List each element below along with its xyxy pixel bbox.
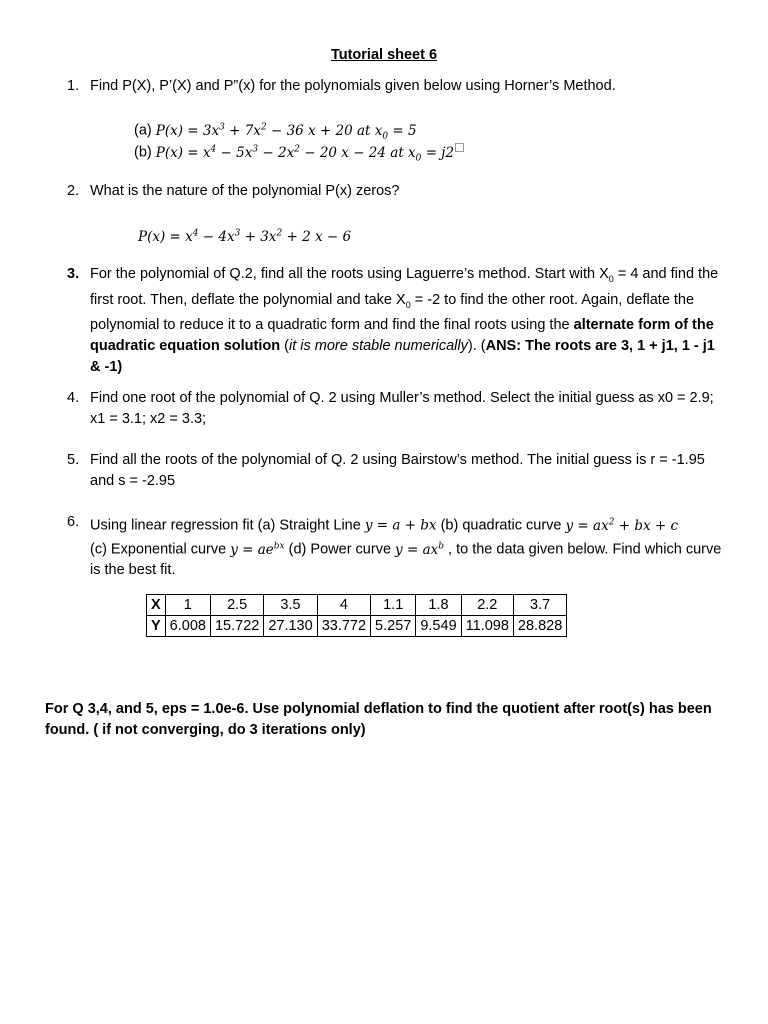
question-6 — [67, 512, 727, 581]
question-number: 3. — [67, 266, 80, 282]
question-number: 1. — [67, 78, 80, 94]
question-number: 4. — [67, 390, 80, 406]
table-row-y — [147, 616, 567, 637]
table-cell: 28.828 — [513, 616, 566, 637]
table-cell: 3.7 — [513, 595, 566, 616]
question-4 — [67, 388, 727, 429]
equation-1a: (a) $P(x) = 3x^3 + 7x^2 - 36$ x + 20 at $x_0 = 5$ — [134, 122, 417, 142]
row-header: Y — [147, 616, 166, 637]
table-cell: 6.008 — [165, 616, 210, 637]
question-text: For the polynomial of Q.2, find all the roots using Laguerre’s method. Start with $X_0 = 4$ and find the first root. Then, deflate the polynomial and take $X_0 = -2$ to find the other root. Again, deflate the polynomial to reduce it to a quadratic form and find the final roots using the alternate form of the quadratic equation solution (it is more stable numerically). (ANS: The roots are 3, 1 + j1, 1 - j1 & -1) — [90, 266, 719, 375]
question-5 — [67, 450, 727, 491]
table-cell: 2.2 — [461, 595, 513, 616]
table-cell: 5.257 — [371, 616, 416, 637]
table-cell: 33.772 — [317, 616, 370, 637]
table-cell: 1.1 — [371, 595, 416, 616]
footer-note: For Q 3,4, and 5, eps = 1.0e-6. Use polynomial deflation to find the quotient after root(s) has been found. ( if not converging, do 3 iterations only) — [45, 701, 712, 738]
question-text: What is the nature of the polynomial P(x) zeros? — [90, 183, 400, 199]
table-cell: 27.130 — [264, 616, 317, 637]
equation-2: $P(x) = x^4 - 4x^3 + 3x^2 + 2$ x − 6 — [138, 228, 352, 245]
data-table — [146, 594, 567, 637]
question-number: 6. — [67, 514, 80, 530]
equation-1b: (b) $P(x) = x^4 - 5x^3 - 2x^2 - 20$ x − 24 at $x_0 = j2$ — [134, 139, 464, 169]
page-title: Tutorial sheet 6 — [330, 47, 438, 63]
question-text: Find all the roots of the polynomial of Q. 2 using Bairstow’s method. The initial guess is r = -1.95 and s = -2.95 — [90, 452, 705, 489]
row-header: X — [147, 595, 166, 616]
question-3 — [67, 264, 727, 377]
table-cell: 4 — [317, 595, 370, 616]
question-1 — [67, 76, 727, 97]
table-cell: 1 — [165, 595, 210, 616]
table-cell: 9.549 — [416, 616, 461, 637]
table-cell: 15.722 — [210, 616, 263, 637]
question-text: Find P(X), P’(X) and P”(x) for the polynomials given below using Horner’s Method. — [90, 78, 616, 94]
equation-label: (a) — [134, 122, 152, 139]
question-number: 5. — [67, 452, 80, 468]
table-cell: 1.8 — [416, 595, 461, 616]
question-2 — [67, 181, 727, 202]
table-cell: 11.098 — [461, 616, 513, 637]
question-number: 2. — [67, 183, 80, 199]
question-text: Using linear regression fit (a) Straight Line y = a + bx (b) quadratic curve $y = ax^2$ + bx + c (c) Exponential curve $y = ae^{bx}$ (d) Power curve $y = ax^b$ , to the data given below. Find which curve is the best fit. — [90, 517, 722, 579]
question-text: Find one root of the polynomial of Q. 2 using Muller’s method. Select the initial guess as x0 = 2.9; x1 = 3.1; x2 = 3.3; — [90, 390, 714, 427]
table-cell: 2.5 — [210, 595, 263, 616]
table-cell: 3.5 — [264, 595, 317, 616]
equation-label: (b) — [134, 144, 152, 161]
placeholder-box-icon — [455, 143, 464, 152]
table-row-x — [147, 595, 567, 616]
